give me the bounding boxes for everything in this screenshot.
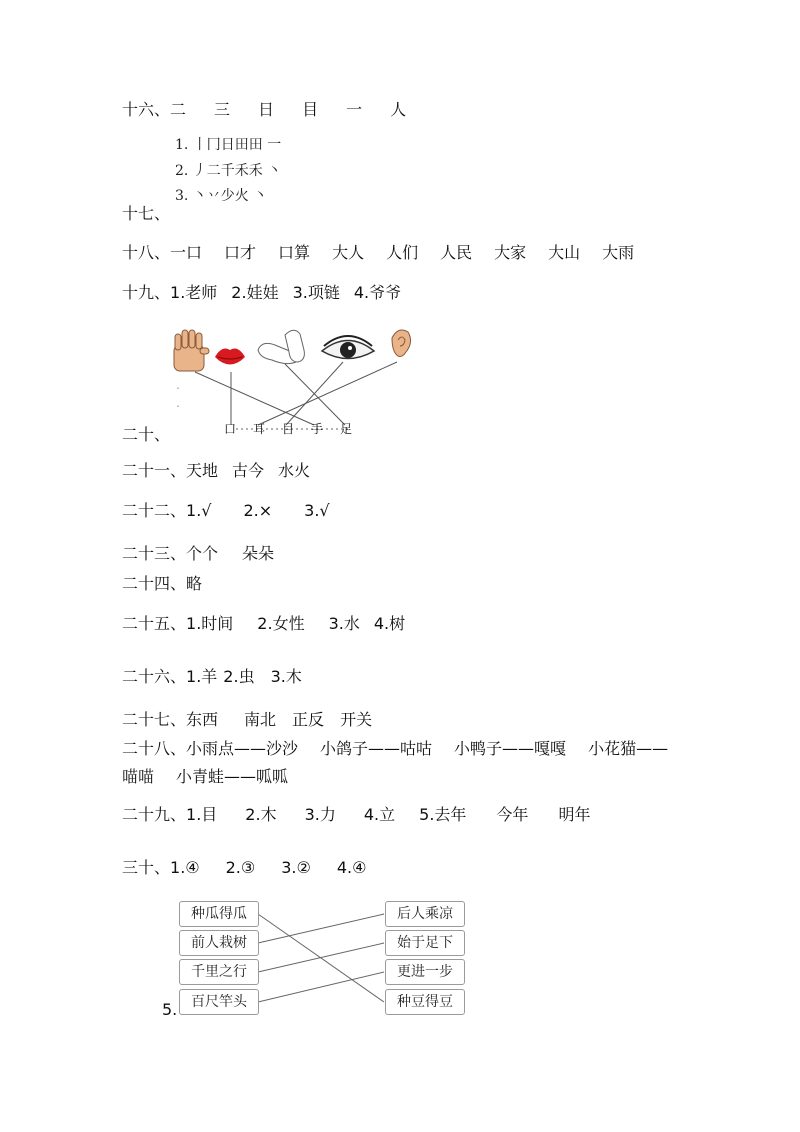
answer-item: 3.√ [304,501,330,520]
word: 南北 [244,710,277,729]
answer-item: 1.时间 [186,614,234,633]
answer-item: 4.树 [373,614,406,633]
answer-item: 3.木 [270,667,302,686]
answer-char: 二 [170,100,187,119]
answer-char: 日 [258,100,275,119]
idiom-right-4: 种豆得豆 [385,989,465,1015]
q28-label: 二十八、 [122,739,187,758]
q25-label: 二十五、 [122,614,187,633]
answer-item: 1.老师 [170,283,218,302]
idiom-left-4: 百尺竿头 [179,989,259,1015]
stroke-order-1: 1. 丨冂日田田 一 [175,137,282,153]
char-eye: 目 [282,422,295,436]
word: 人们 [386,243,419,262]
word: 大雨 [602,243,635,262]
word: 天地 [186,461,219,480]
answer-item: 3.项链 [292,283,340,302]
answer-char: 人 [390,100,407,119]
char-mouth: 口 [224,422,237,436]
idiom-right-2: 始于足下 [385,930,465,956]
stroke-order-3: 3. 丶丷少火 丶 [175,188,268,204]
word: 开关 [340,710,373,729]
sound-pair: 小雨点——沙沙 [186,739,299,758]
idiom-left-1: 种瓜得瓜 [179,901,259,927]
answer-item: 2.× [243,501,273,520]
word: 古今 [232,461,265,480]
word: 个个 [186,544,219,563]
idiom-left-3: 千里之行 [179,959,259,985]
q27-label: 二十七、 [122,710,187,729]
char-ear: 耳 [253,422,266,436]
answer-item: 1.目 [186,805,218,824]
answer-item: 1.④ [170,858,200,877]
q17-label: 十七、 [122,204,171,223]
answer-char: 三 [214,100,231,119]
word: 一口 [170,243,203,262]
answer-item: 2.娃娃 [231,283,279,302]
answer-item: 4.④ [336,858,367,877]
sound-pair: 小青蛙——呱呱 [176,767,289,786]
q26-label: 二十六、 [122,667,187,686]
sound-pair: 小鸽子——咕咕 [320,739,433,758]
answer-item: 2.③ [225,858,256,877]
sound-pair: 小鸭子——嘎嘎 [454,739,567,758]
q19-label: 十九、 [122,283,171,302]
q24-label: 二十四、 [122,574,187,593]
char-hand: 手 [311,422,324,436]
answer-char: 目 [302,100,319,119]
word: 正反 [292,710,325,729]
answer-item: 3.水 [328,614,360,633]
q22-label: 二十二、 [122,501,187,520]
answer-item: 3.力 [304,805,336,824]
q16-label: 十六、 [122,100,171,119]
answer-item: 1.羊 [186,667,218,686]
idiom-right-1: 后人乘凉 [385,901,465,927]
word: 大山 [548,243,581,262]
answer-item: 1.√ [186,501,212,520]
svg-text:ˇ: ˇ [176,405,180,414]
sound-pair: 喵喵 [122,767,155,786]
answer-item: 2.女性 [257,614,305,633]
char-foot: 足 [340,422,353,436]
answer-item: 4.立 [363,805,396,824]
q29-label: 二十九、 [122,805,187,824]
sound-pair: 小花猫—— [588,739,669,758]
idiom-left-2: 前人栽树 [179,930,259,956]
q18-label: 十八、 [122,243,171,262]
q30-label: 三十、 [122,858,171,877]
word: 口算 [278,243,311,262]
q21-label: 二十一、 [122,461,187,480]
word: 水火 [278,461,311,480]
word: 大家 [494,243,527,262]
answer-item: 2.虫 [223,667,255,686]
stroke-order-2: 2. 丿二千禾禾 丶 [175,163,282,179]
q23-label: 二十三、 [122,544,187,563]
answer-item: 4.爷爷 [353,283,402,302]
word: 大人 [332,243,365,262]
answer-item: 5.去年 [419,805,467,824]
answer-char: 一 [346,100,363,119]
idiom-right-3: 更进一步 [385,959,465,985]
word: 口才 [224,243,257,262]
answer-item: 3.② [281,858,311,877]
word: 人民 [440,243,473,262]
q20-label: 二十、 [122,425,171,444]
answer-item: 明年 [558,805,591,824]
answer-item: 2.木 [245,805,277,824]
svg-text:ˇ: ˇ [176,387,180,396]
word: 东西 [186,710,219,729]
word: 朵朵 [242,544,275,563]
answer-item: 今年 [496,805,529,824]
answer-text: 略 [186,574,203,593]
q30-item-5: 5. [162,1000,178,1019]
